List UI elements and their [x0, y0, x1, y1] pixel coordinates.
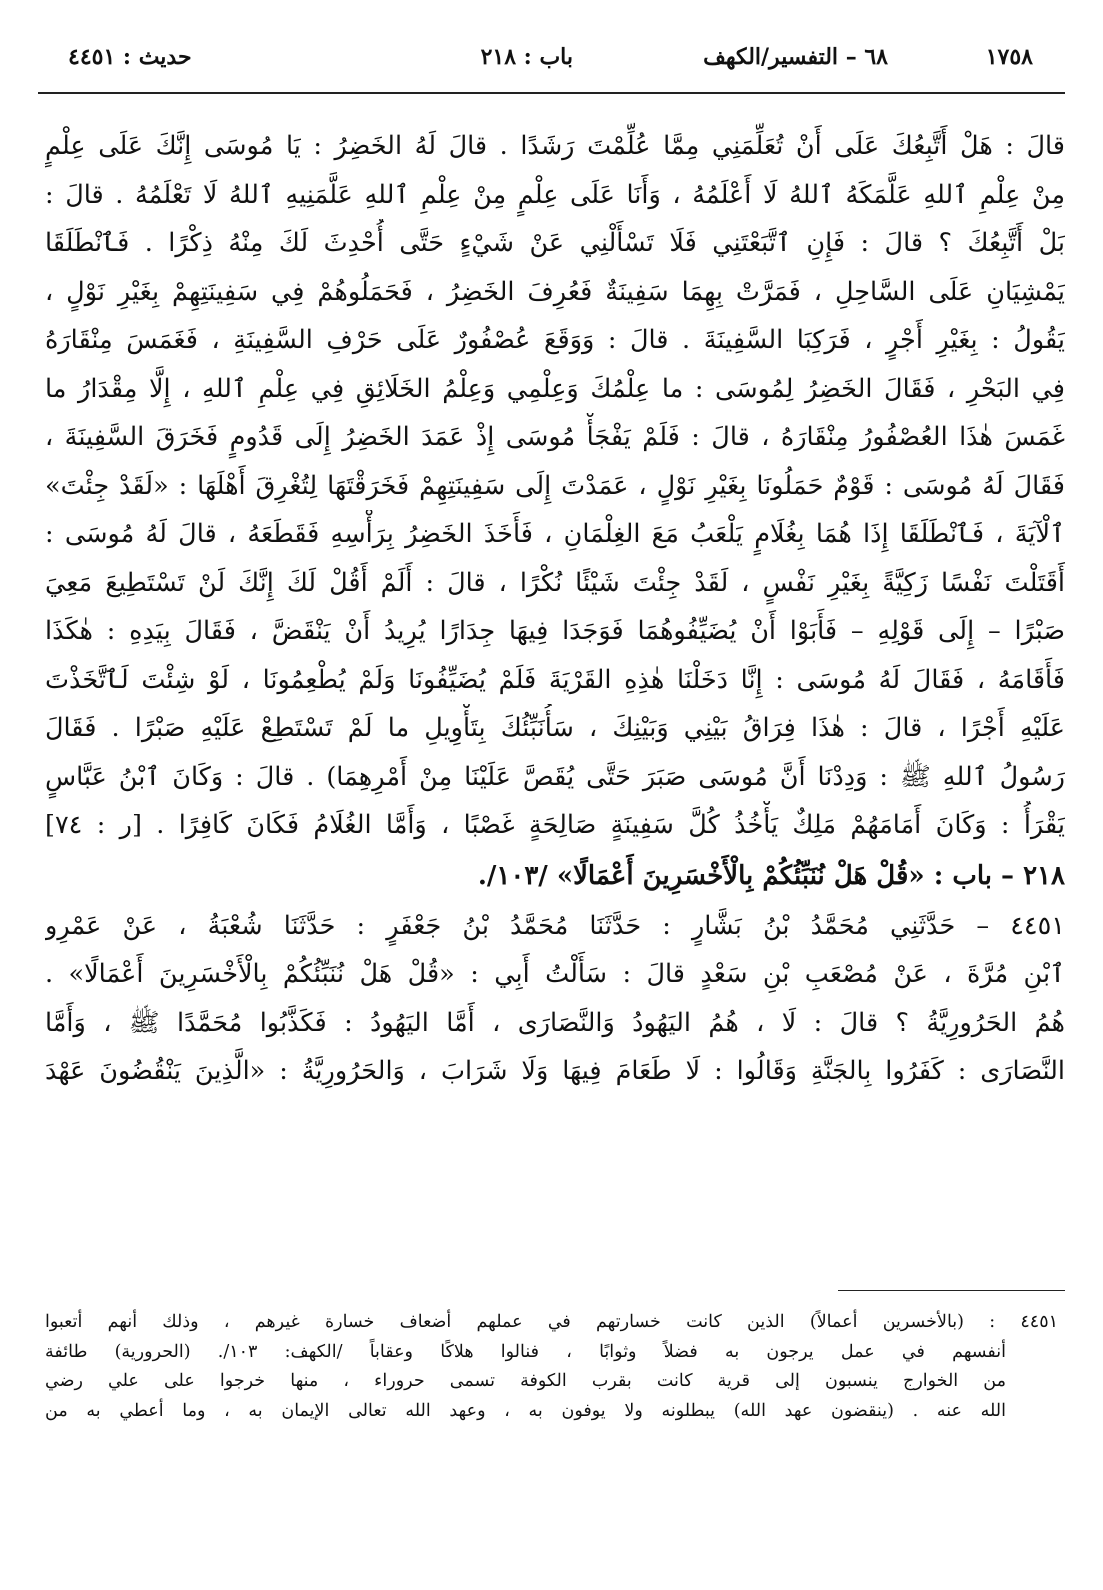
- body-line: عَلَيْهِ أَجْرًا ، قالَ : هٰذَا فِرَاقُ بَيْنِي وَبَيْنِكَ ، سَأُنَبِّئُكَ بِتَأْوِيلِ ما لَمْ تَسْتَطِعْ عَلَيْهِ صَبْرًا . فَقَالَ: [45, 713, 1065, 743]
- footnote: [45, 1308, 1058, 1426]
- footnote-line: الله عنه . (ينقضون عهد الله) يبطلونه ولا يوفون به ، وعهد الله تعالى الإيمان به ، وما أعطي به من: [45, 1400, 1006, 1421]
- body-line: مِنْ عِلْمِ ٱللهِ عَلَّمَكَهُ ٱللهُ لَا أَعْلَمُهُ ، وَأَنَا عَلَى عِلْمٍ مِنْ عِلْمِ ٱللهِ عَلَّمَنِيهِ ٱللهُ لَا تَعْلَمُهُ . قالَ :: [45, 179, 1065, 210]
- body-line: يَقْرَأُ : وَكَانَ أَمَامَهُمْ مَلِكٌ يَأْخُذُ كُلَّ سَفِينَةٍ صَالِحَةٍ غَصْبًا ، وَأَمَّا الغُلَامُ فَكَانَ كَافِرًا . [ر : ٧٤]: [45, 810, 1065, 840]
- page-number: ١٧٥٨: [985, 44, 1033, 70]
- body-line: صَبْرًا – إِلَى قَوْلِهِ – فَأَبَوْا أَنْ يُضَيِّفُوهُمَا فَوَجَدَا فِيهَا جِدَارًا يُرِيدُ أَنْ يَنْقَضَّ ، فَقَالَ بِيَدِهِ : هٰكَذَا: [45, 616, 1065, 646]
- body-line: فَقَالَ لَهُ مُوسَى : قَوْمٌ حَمَلُونَا بِغَيْرِ نَوْلٍ ، عَمَدْتَ إِلَى سَفِينَتِهِمْ فَخَرَقْتَهَا لِتُغْرِقَ أَهْلَهَا : «لَقَدْ جِئْتَ»: [45, 470, 1065, 501]
- chapter-heading: ٢١٨ – باب : «قُلْ هَلْ نُنَبِّئُكُمْ بِالْأَخْسَرِينَ أَعْمَالًا» /١٠٣/.: [477, 860, 1065, 891]
- hadith-line: ٱبْنِ مُرَّةَ ، عَنْ مُصْعَبِ بْنِ سَعْدٍ قالَ : سَأَلْتُ أَبِي : «قُلْ هَلْ نُنَبِّئُكُمْ بِالْأَخْسَرِينَ أَعْمَالًا» .: [45, 959, 1065, 989]
- body-line: غَمَسَ هٰذَا العُصْفُورُ مِنْقَارَهُ ، قالَ : فَلَمْ يَفْجَأْ مُوسَى إِذْ عَمَدَ الخَضِرُ إِلَى قَدُومٍ فَخَرَقَ السَّفِينَةَ ،: [45, 422, 1065, 452]
- page-header: [38, 38, 1033, 88]
- body-line: يَقُولُ : بِغَيْرِ أَجْرٍ ، فَرَكِبَا السَّفِينَةَ . قالَ : وَوَقَعَ عُصْفُورٌ عَلَى حَرْفِ السَّفِينَةِ ، فَغَمَسَ مِنْقَارَهُ: [45, 325, 1065, 355]
- body-line: فِي البَحْرِ ، فَقَالَ الخَضِرُ لِمُوسَى : ما عِلْمُكَ وَعِلْمِي وَعِلْمُ الخَلَائِقِ فِي عِلْمِ ٱللهِ ، إِلَّا مِقْدَارُ ما: [45, 373, 1065, 404]
- hadith-number: حديث : ٤٤٥١: [68, 44, 192, 70]
- footnote-line: ٤٤٥١ : (بالأخسرين أعمالاً) الذين كانت خسارتهم في عملهم أضعاف خسارة غيرهم ، وذلك أنهم أتعبوا: [45, 1312, 1058, 1332]
- body-line: يَمْشِيَانِ عَلَى السَّاحِلِ ، فَمَرَّتْ بِهِمَا سَفِينَةٌ فَعُرِفَ الخَضِرُ ، فَحَمَلُوهُمْ فِي سَفِينَتِهِمْ بِغَيْرِ نَوْلٍ ،: [45, 276, 1065, 307]
- chapter-title: ٦٨ – التفسير/الكهف: [703, 44, 888, 70]
- body-line: رَسُولُ ٱللهِ ﷺ : وَدِدْنَا أَنَّ مُوسَى صَبَرَ حَتَّى يُقَصَّ عَلَيْنَا مِنْ أَمْرِهِمَا) . قالَ : وَكَانَ ٱبْنُ عَبَّاسٍ: [45, 761, 1065, 792]
- footnote-line: من الخوارج ينسبون إلى قرية كانت بقرب الكوفة تسمى حروراء ، منها خرجوا على علي رضي: [45, 1371, 1006, 1391]
- hadith-line: هُمُ الحَرُورِيَّةُ ؟ قالَ : لَا ، هُمُ اليَهُودُ وَالنَّصَارَى ، أَمَّا اليَهُودُ : فَكَذَّبُوا مُحَمَّدًا ﷺ ، وَأَمَّا: [45, 1007, 1065, 1038]
- header-divider: [38, 92, 1065, 94]
- hadith-line: النَّصَارَى : كَفَرُوا بِالجَنَّةِ وَقَالُوا : لَا طَعَامَ فِيهَا وَلَا شَرَابَ ، وَالحَرُورِيَّةُ : «الَّذِينَ يَنْقُضُونَ عَهْدَ: [45, 1056, 1065, 1086]
- bab-number: باب : ٢١٨: [480, 44, 573, 70]
- body-line: بَلْ أَتَّبِعُكَ ؟ قالَ : فَإِنِ ٱتَّبَعْتَنِي فَلَا تَسْأَلْنِي عَنْ شَيْءٍ حَتَّى أُحْدِثَ لَكَ مِنْهُ ذِكْرًا . فَٱنْطَلَقَا: [45, 228, 1065, 258]
- main-text: [45, 122, 1065, 1096]
- hadith-line: ٤٤٥١ – حَدَّثَنِي مُحَمَّدُ بْنُ بَشَّارٍ : حَدَّثَنَا مُحَمَّدُ بْنُ جَعْفَرٍ : حَدَّثَنَا شُعْبَةُ ، عَنْ عَمْرِو: [45, 910, 1065, 941]
- footnote-line: أنفسهم في عمل يرجون به فضلاً وثوابًا ، فنالوا هلاكًا وعقاباً /الكهف: ١٠٣/. (الحرورية) طائفة: [45, 1341, 1006, 1362]
- body-line: أَقَتَلْتَ نَفْسًا زَكِيَّةً بِغَيْرِ نَفْسٍ ، لَقَدْ جِئْتَ شَيْئًا نُكْرًا ، قالَ : أَلَمْ أَقُلْ لَكَ إِنَّكَ لَنْ تَسْتَطِيعَ مَعِيَ: [45, 567, 1065, 598]
- body-line: ٱلْآيَةَ ، فَٱنْطَلَقَا إِذَا هُمَا بِغُلَامٍ يَلْعَبُ مَعَ الغِلْمَانِ ، فَأَخَذَ الخَضِرُ بِرَأْسِهِ فَقَطَعَهُ ، قالَ لَهُ مُوسَى :: [45, 519, 1065, 549]
- body-line: قالَ : هَلْ أَتَّبِعُكَ عَلَى أَنْ تُعَلِّمَنِي مِمَّا عُلِّمْتَ رَشَدًا . قالَ لَهُ الخَضِرُ : يَا مُوسَى إِنَّكَ عَلَى عِلْمٍ: [45, 131, 1065, 161]
- body-line: فَأَقَامَهُ ، فَقَالَ لَهُ مُوسَى : إِنَّا دَخَلْنَا هٰذِهِ القَرْيَةَ فَلَمْ يُضَيِّفُونَا وَلَمْ يُطْعِمُونَا ، لَوْ شِئْتَ لَٱتَّخَذْتَ: [45, 664, 1065, 695]
- footnote-divider: [838, 1290, 1065, 1291]
